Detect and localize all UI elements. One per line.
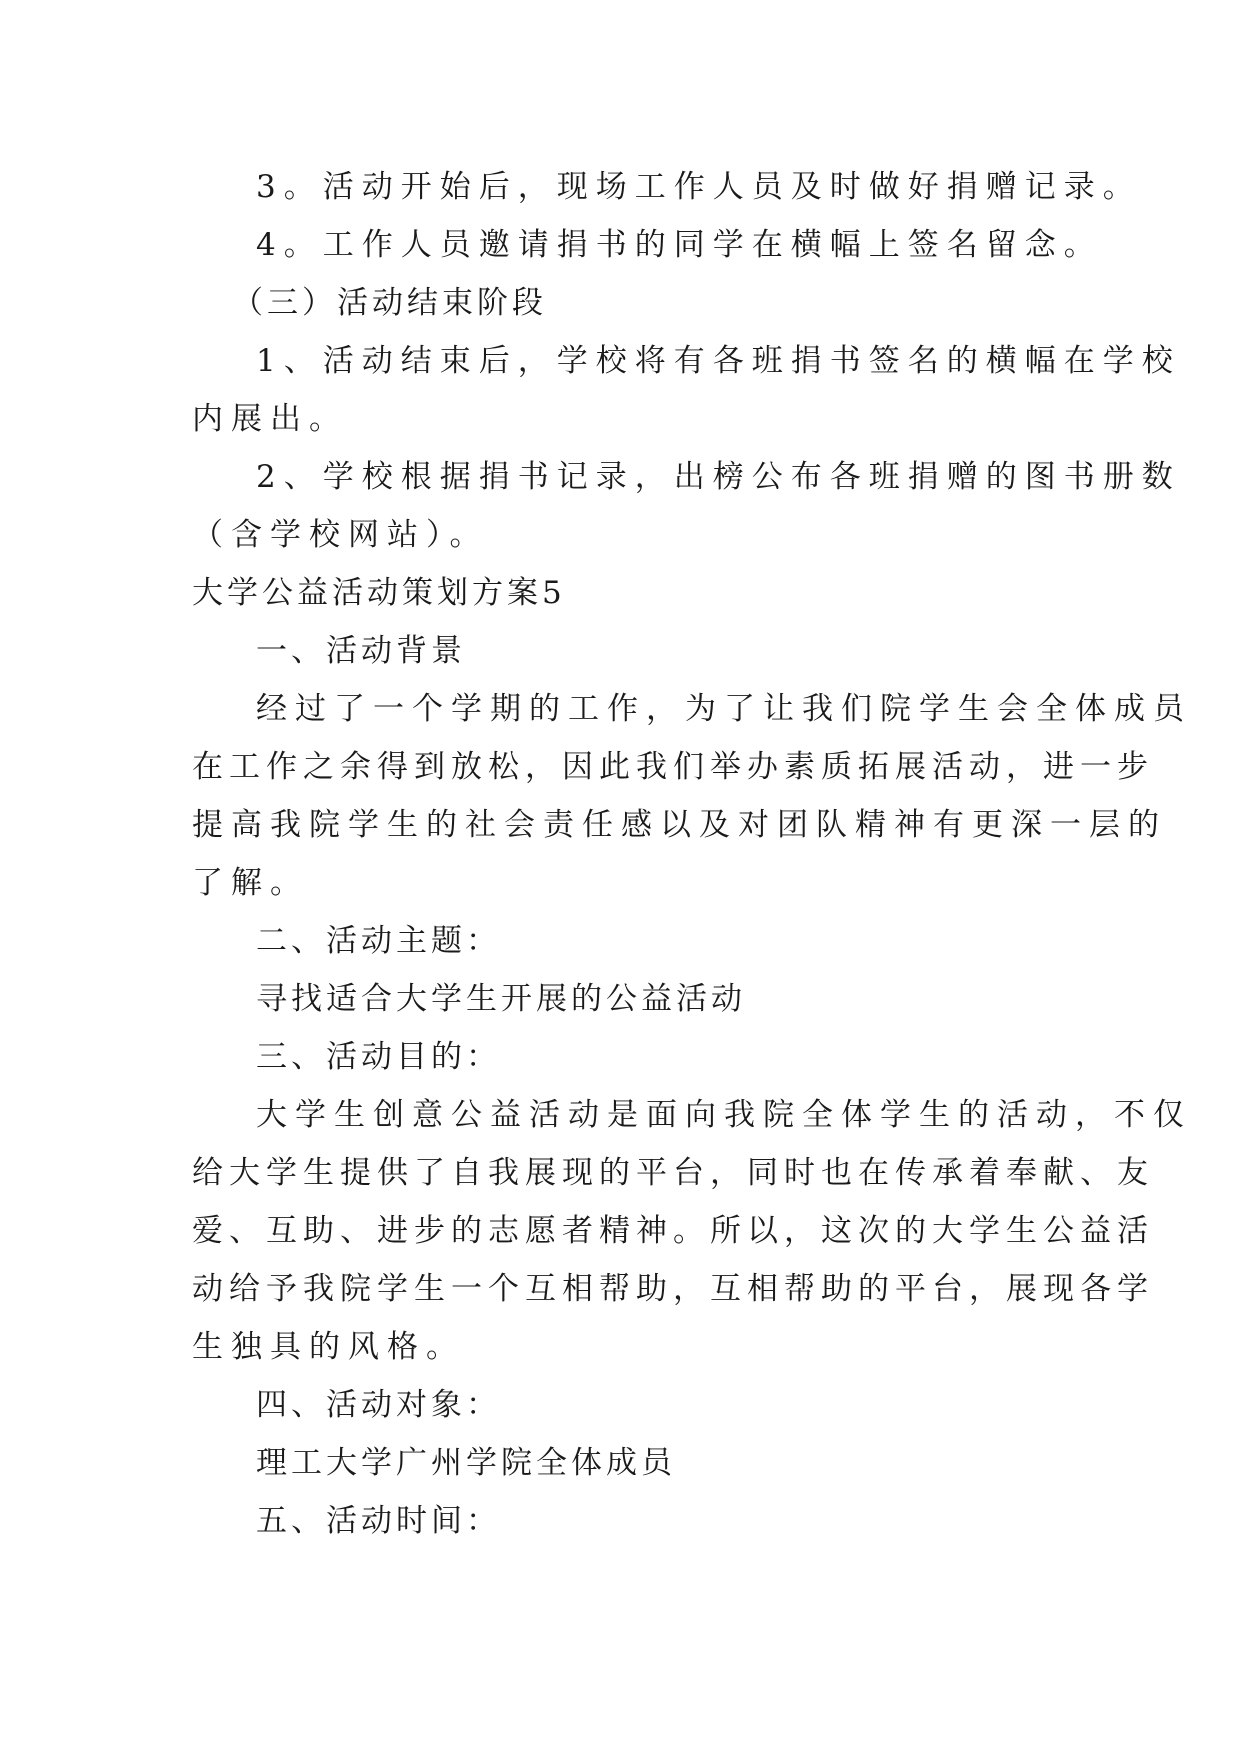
text-line: 了解。 (192, 865, 309, 901)
text-line: 理工大学广州学院全体成员 (256, 1445, 676, 1481)
text-line: 2、学校根据捐书记录，出榜公布各班捐赠的图书册数 (256, 459, 1181, 495)
text-line: 1、活动结束后，学校将有各班捐书签名的横幅在学校 (256, 343, 1181, 379)
text-line: 提高我院学生的社会责任感以及对团队精神有更深一层的 (192, 807, 1167, 843)
text-line: 内展出。 (192, 401, 348, 437)
text-line: 4。工作人员邀请捐书的同学在横幅上签名留念。 (256, 227, 1103, 263)
text-line: 在工作之余得到放松，因此我们举办素质拓展活动，进一步 (192, 749, 1154, 785)
section-heading: 四、活动对象： (256, 1387, 501, 1423)
section-heading: 五、活动时间： (256, 1503, 501, 1539)
section-heading: 三、活动目的： (256, 1039, 501, 1075)
section-heading: （三）活动结束阶段 (232, 285, 547, 321)
document-body (192, 158, 1192, 1550)
text-line: 给大学生提供了自我展现的平台，同时也在传承着奉献、友 (192, 1155, 1154, 1191)
text-line: 动给予我院学生一个互相帮助，互相帮助的平台，展现各学 (192, 1271, 1154, 1307)
text-line: 经过了一个学期的工作，为了让我们院学生会全体成员 (256, 691, 1192, 727)
section-heading: 二、活动主题： (256, 923, 501, 959)
text-line: （含学校网站）。 (192, 517, 489, 553)
document-title: 大学公益活动策划方案5 (192, 575, 566, 611)
text-line: 大学生创意公益活动是面向我院全体学生的活动，不仅 (256, 1097, 1192, 1133)
text-line: 爱、互助、进步的志愿者精神。所以，这次的大学生公益活 (192, 1213, 1154, 1249)
text-line: 生独具的风格。 (192, 1329, 465, 1365)
text-line: 3。活动开始后，现场工作人员及时做好捐赠记录。 (256, 169, 1142, 205)
section-heading: 一、活动背景 (256, 633, 466, 669)
text-line: 寻找适合大学生开展的公益活动 (256, 981, 746, 1017)
